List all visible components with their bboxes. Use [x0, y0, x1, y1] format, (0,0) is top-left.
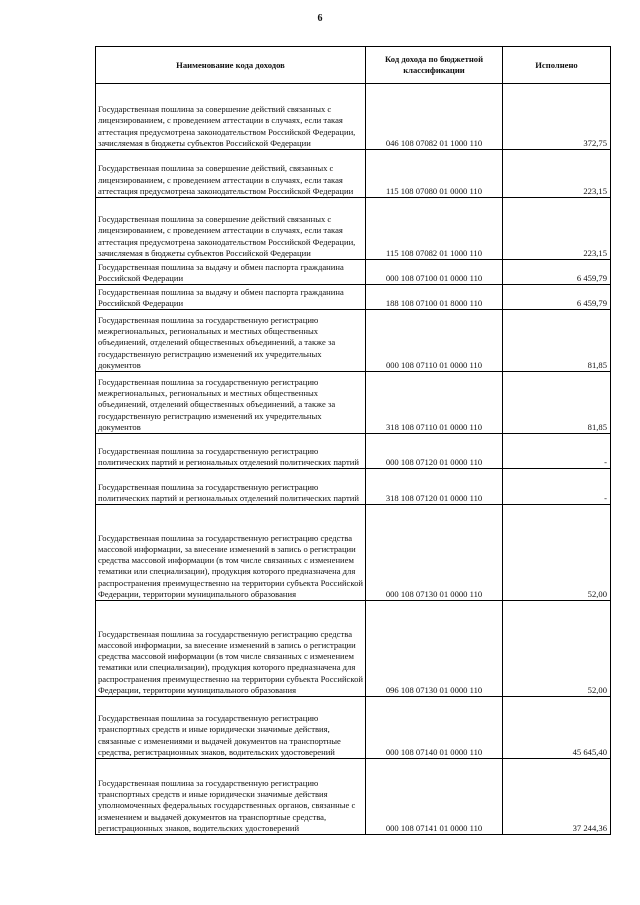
table-row	[96, 260, 611, 285]
row-amount: 81,85	[503, 310, 611, 372]
row-name: Государственная пошлина за государственную регистрацию межрегиональных, региональных и местных общественных объединений, отделений общественных объединений, а также за государственную регистрацию изменений их учредительных документов	[96, 372, 366, 434]
table-row	[96, 372, 611, 434]
header-code: Код дохода по бюджетной классификации	[366, 47, 503, 84]
row-amount: 223,15	[503, 150, 611, 198]
row-code: 318 108 07110 01 0000 110	[366, 372, 503, 434]
row-name: Государственная пошлина за государственную регистрацию политических партий и региональных отделений политических партий	[96, 469, 366, 505]
table-row	[96, 150, 611, 198]
row-amount: -	[503, 434, 611, 469]
row-name: Государственная пошлина за государственную регистрацию транспортных средств и иные юридически значимые действия, связанные с изменениями и выдачей документов на транспортные средства, регистрационных знаков, водительских удостоверений	[96, 697, 366, 759]
row-name: Государственная пошлина за государственную регистрацию средства массовой информации, за внесение изменений в запись о регистрации средства массовой информации (в том числе связанных с изменением тематики или специализации), продукция которого предназначена для распространения преимущественно на территории субъекта Российской Федерации, территории муниципального образования	[96, 505, 366, 601]
row-code: 000 108 07140 01 0000 110	[366, 697, 503, 759]
table-header-row	[96, 47, 611, 84]
row-name: Государственная пошлина за выдачу и обмен паспорта гражданина Российской Федерации	[96, 260, 366, 285]
row-code: 000 108 07130 01 0000 110	[366, 505, 503, 601]
table-row	[96, 434, 611, 469]
page-number: 6	[317, 13, 323, 24]
table-row	[96, 198, 611, 260]
table-row	[96, 759, 611, 835]
row-amount: 223,15	[503, 198, 611, 260]
table-body	[96, 84, 611, 835]
row-code: 000 108 07141 01 0000 110	[366, 759, 503, 835]
table-row	[96, 84, 611, 150]
row-amount: 372,75	[503, 84, 611, 150]
row-code: 096 108 07130 01 0000 110	[366, 601, 503, 697]
row-code: 046 108 07082 01 1000 110	[366, 84, 503, 150]
row-name: Государственная пошлина за государственную регистрацию политических партий и региональных отделений политических партий	[96, 434, 366, 469]
row-code: 000 108 07110 01 0000 110	[366, 310, 503, 372]
row-name: Государственная пошлина за выдачу и обмен паспорта гражданина Российской Федерации	[96, 285, 366, 310]
row-name: Государственная пошлина за государственную регистрацию межрегиональных, региональных и местных общественных объединений, отделений общественных объединений, а также за государственную регистрацию изменений их учредительных документов	[96, 310, 366, 372]
row-name: Государственная пошлина за государственную регистрацию транспортных средств и иные юридически значимые действия уполномоченных федеральных государственных органов, связанные с изменением и выдачей документов на транспортные средства, регистрационных знаков, водительских удостоверений	[96, 759, 366, 835]
header-amount: Исполнено	[503, 47, 611, 84]
row-name: Государственная пошлина за совершение действий связанных с лицензированием, с проведением аттестации в случаях, если такая аттестация предусмотрена законодательством Российской Федерации, зачисляемая в бюджеты субъектов Российской Федерации	[96, 198, 366, 260]
row-code: 115 108 07082 01 1000 110	[366, 198, 503, 260]
table-row	[96, 285, 611, 310]
table-row	[96, 310, 611, 372]
table-row	[96, 697, 611, 759]
table-row	[96, 469, 611, 505]
table-row	[96, 601, 611, 697]
row-name: Государственная пошлина за государственную регистрацию средства массовой информации, за внесение изменений в запись о регистрации средства массовой информации (в том числе связанных с изменением тематики или специализации), продукция которого предназначена для распространения преимущественно на территории субъекта Российской Федерации, территории муниципального образования	[96, 601, 366, 697]
row-amount: 45 645,40	[503, 697, 611, 759]
row-amount: 6 459,79	[503, 260, 611, 285]
row-code: 000 108 07120 01 0000 110	[366, 434, 503, 469]
revenue-table	[95, 46, 611, 835]
row-code: 115 108 07080 01 0000 110	[366, 150, 503, 198]
table-row	[96, 505, 611, 601]
row-name: Государственная пошлина за совершение действий связанных с лицензированием, с проведением аттестации в случаях, если такая аттестация предусмотрена законодательством Российской Федерации, зачисляемая в бюджеты субъектов Российской Федерации	[96, 84, 366, 150]
row-code: 188 108 07100 01 8000 110	[366, 285, 503, 310]
header-name: Наименование кода доходов	[96, 47, 366, 84]
row-name: Государственная пошлина за совершение действий, связанных с лицензированием, с проведением аттестации в случаях, если такая аттестация предусмотрена законодательством Российской Федерации	[96, 150, 366, 198]
row-code: 000 108 07100 01 0000 110	[366, 260, 503, 285]
row-amount: 37 244,36	[503, 759, 611, 835]
row-amount: -	[503, 469, 611, 505]
row-amount: 6 459,79	[503, 285, 611, 310]
row-amount: 81,85	[503, 372, 611, 434]
row-code: 318 108 07120 01 0000 110	[366, 469, 503, 505]
row-amount: 52,00	[503, 505, 611, 601]
row-amount: 52,00	[503, 601, 611, 697]
